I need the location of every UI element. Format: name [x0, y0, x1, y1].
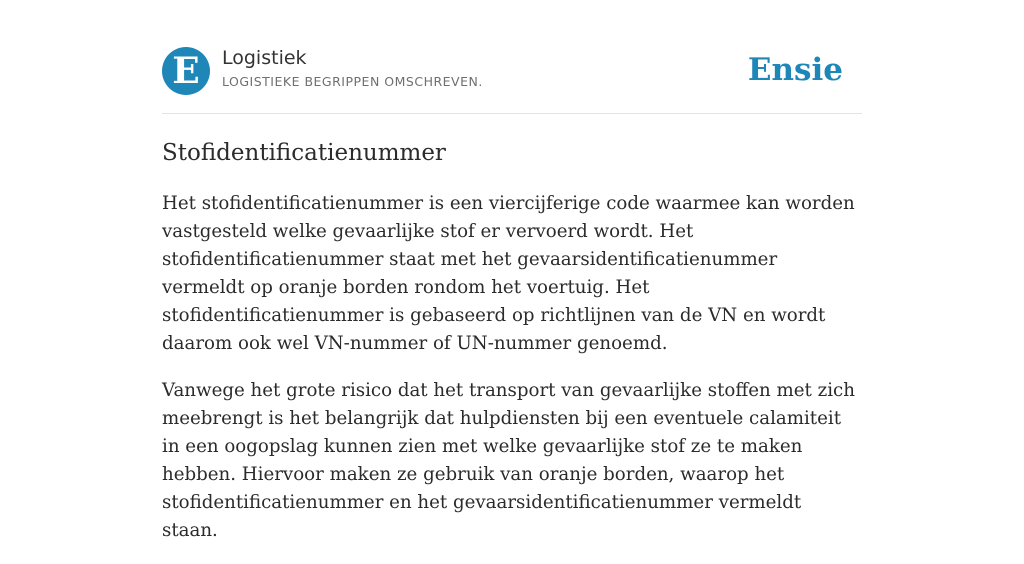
page-title: Stofidentificatienummer — [162, 140, 446, 166]
site-header — [162, 0, 862, 114]
paragraph: Het stofidentificatienummer is een viercijferige code waarmee kan worden vastgesteld welke gevaarlijke stof er vervoerd wordt. Het stofidentificatienummer staat met het gevaarsidentificatienummer vermeldt op oranje borden rondom het voertuig. Het stofidentificatienummer is gebaseerd op richtlijnen van de VN en wordt daarom ook wel VN-nummer of UN-nummer genoemd. — [162, 193, 855, 354]
site-subtitle: LOGISTIEKE BEGRIPPEN OMSCHREVEN. — [222, 74, 483, 89]
paragraph: Vanwege het grote risico dat het transport van gevaarlijke stoffen met zich meebrengt is het belangrijk dat hulpdiensten bij een eventuele calamiteit in een oogopslag kunnen zien met welke gevaarlijke stof ze te maken hebben. Hiervoor maken ze gebruik van oranje borden, waarop het stofidentificatienummer en het gevaarsidentificatienummer vermeldt staan. — [162, 380, 855, 541]
ensie-logo-icon[interactable]: E — [162, 47, 210, 95]
page-container — [162, 0, 862, 541]
brand-logo[interactable]: Ensie — [747, 52, 843, 88]
article-body — [162, 190, 862, 564]
site-title[interactable]: Logistiek — [222, 47, 307, 69]
